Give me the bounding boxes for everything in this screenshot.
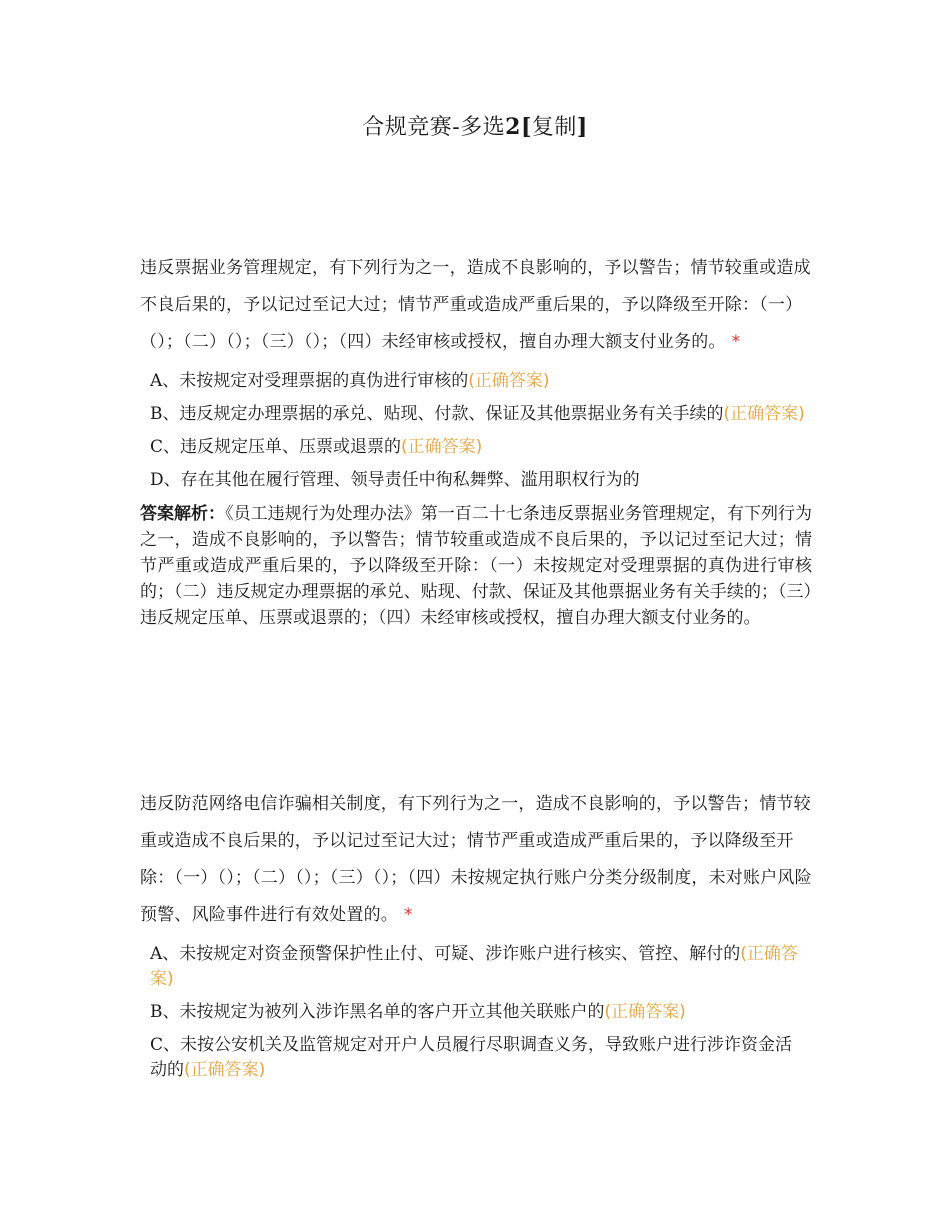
option-letter: C、 xyxy=(150,1035,181,1055)
required-star: * xyxy=(404,905,413,925)
option-c[interactable] xyxy=(150,1033,806,1083)
question-block-2 xyxy=(140,786,812,1091)
analysis-text: 《员工违规行为处理办法》第一百二十七条违反票据业务管理规定，有下列行为之一，造成不良影响的，予以警告；情节较重或造成不良后果的，予以记过至记大过；情节严重或造成严重后果的，予以降级至开除：（一）未按规定对受理票据的真伪进行审核的；（二）违反规定办理票据的承兑、贴现、付款、保证及其他票据业务有关手续的；（三）违反规定压单、压票或退票的；（四）未经审核或授权，擅自办理大额支付业务的。 xyxy=(140,504,813,628)
correct-answer-label: (正确答案) xyxy=(401,437,483,457)
option-d[interactable] xyxy=(150,468,806,493)
option-text: 未按公安机关及监管规定对开户人员履行尽职调查义务，导致账户进行涉诈资金活动的 xyxy=(150,1035,793,1080)
option-letter: C、 xyxy=(150,437,181,457)
option-text: 存在其他在履行管理、领导责任中徇私舞弊、滥用职权行为的 xyxy=(180,470,640,490)
option-text: 未按规定对受理票据的真伪进行审核的 xyxy=(179,371,469,391)
question-text xyxy=(140,786,812,934)
option-text: 未按规定对资金预警保护性止付、可疑、涉诈账户进行核实、管控、解付的 xyxy=(179,944,741,964)
option-c[interactable] xyxy=(150,435,806,460)
question-text-body: 违反防范网络电信诈骗相关制度，有下列行为之一，造成不良影响的，予以警告；情节较重或造成不良后果的，予以记过至记大过；情节严重或造成严重后果的，予以降级至开除：（一）（）；（二）（）；（三）（）；（四）未按规定执行账户分类分级制度，未对账户风险预警、风险事件进行有效处置的。 xyxy=(140,794,812,925)
analysis-label: 答案解析： xyxy=(140,504,226,524)
title-suffix: 复制 xyxy=(531,115,577,140)
title-prefix: 合规竞赛-多选 xyxy=(362,115,506,140)
page-title xyxy=(0,110,950,141)
option-b[interactable] xyxy=(150,402,806,427)
option-text: 未按规定为被列入涉诈黑名单的客户开立其他关联账户的 xyxy=(179,1002,605,1022)
option-letter: A、 xyxy=(150,371,180,391)
option-text: 违反规定压单、压票或退票的 xyxy=(180,437,402,457)
question-block-1 xyxy=(140,250,812,631)
option-a[interactable] xyxy=(150,942,806,992)
option-b[interactable] xyxy=(150,1000,806,1025)
required-star: * xyxy=(731,332,741,352)
answer-analysis xyxy=(140,501,812,631)
question-text-body: 违反票据业务管理规定，有下列行为之一，造成不良影响的，予以警告；情节较重或造成不良后果的，予以记过至记大过；情节严重或造成严重后果的，予以降级至开除：（一）（）；（二）（）；（三）（）；（四）未经审核或授权，擅自办理大额支付业务的。 xyxy=(140,258,811,352)
correct-answer-label: (正确答案) xyxy=(468,371,550,391)
option-letter: A、 xyxy=(150,944,180,964)
option-letter: B、 xyxy=(150,1002,180,1022)
question-text xyxy=(140,250,812,361)
title-close: ] xyxy=(576,114,588,140)
correct-answer-label: (正确答案) xyxy=(723,404,805,424)
correct-answer-label: (正确答案) xyxy=(150,944,798,989)
option-text: 违反规定办理票据的承兑、贴现、付款、保证及其他票据业务有关手续的 xyxy=(179,404,724,424)
title-number: 2[ xyxy=(505,114,532,140)
options-list xyxy=(140,942,812,1083)
correct-answer-label: (正确答案) xyxy=(604,1002,686,1022)
options-list xyxy=(140,369,812,493)
option-letter: B、 xyxy=(150,404,180,424)
option-a[interactable] xyxy=(150,369,806,394)
correct-answer-label: (正确答案) xyxy=(184,1060,266,1080)
option-letter: D、 xyxy=(150,470,181,490)
